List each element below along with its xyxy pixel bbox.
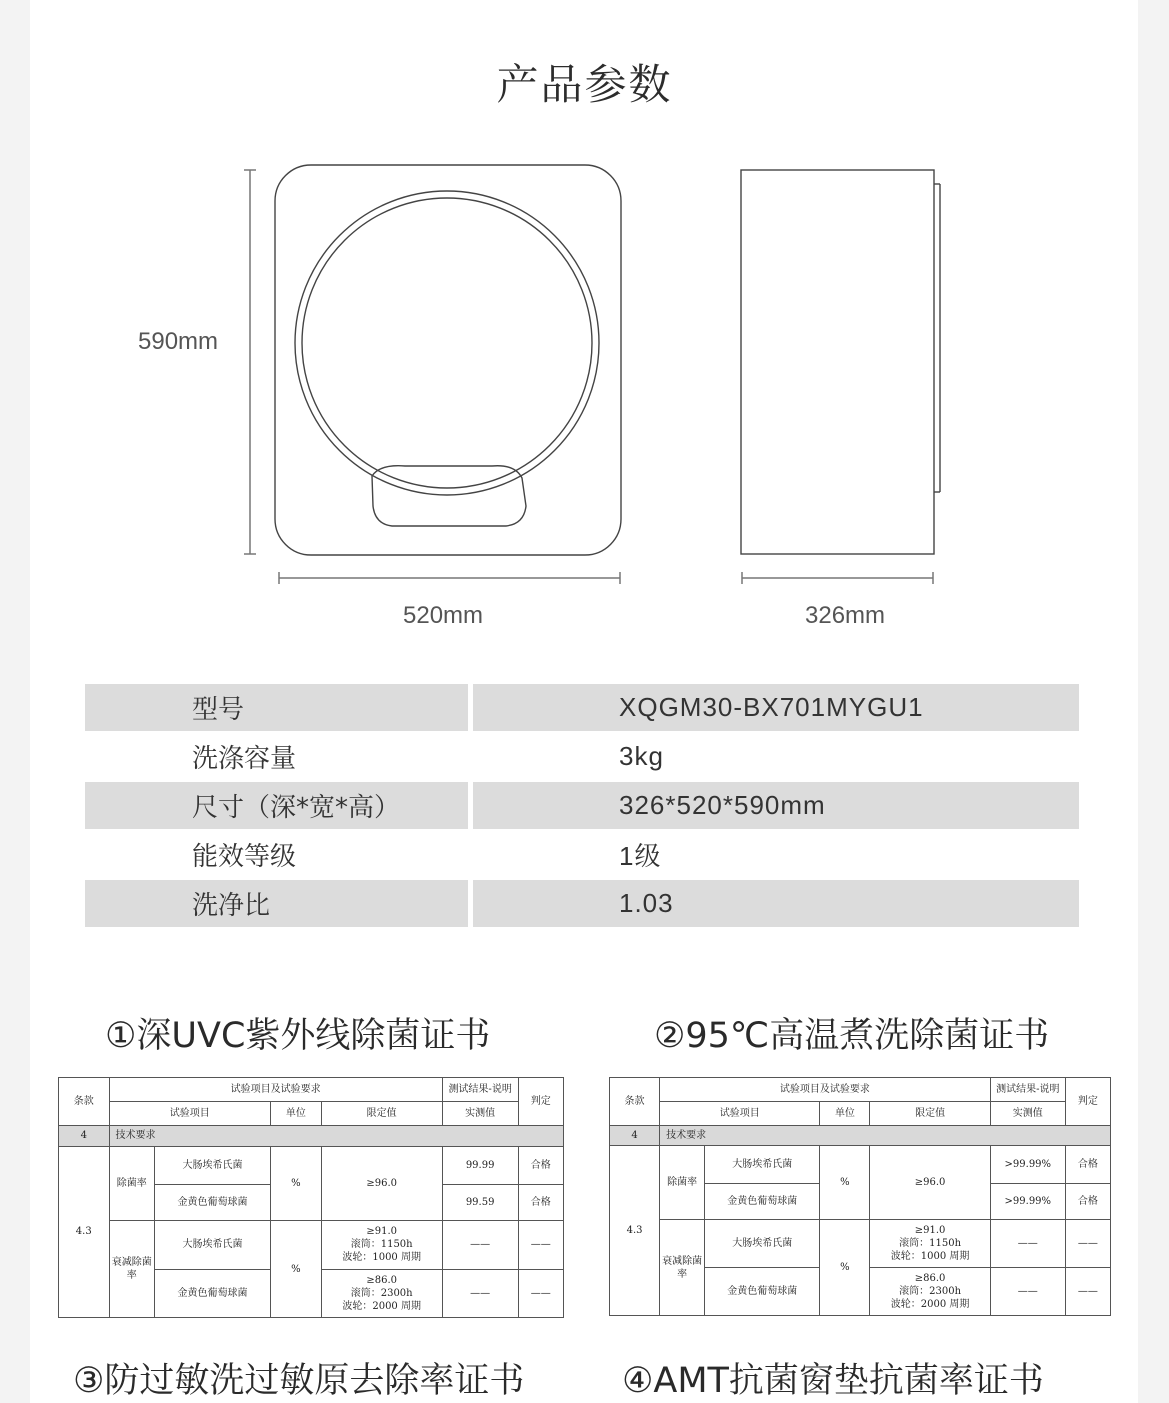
table-row xyxy=(610,1102,1111,1126)
bacteria-name: 大肠埃希氏菌 xyxy=(154,1146,270,1184)
measured-value: —— xyxy=(990,1220,1065,1268)
certificate-title: ③防过敏洗过敏原去除率证书 xyxy=(73,1361,525,1401)
spec-row-capacity xyxy=(85,733,1079,780)
judgement: —— xyxy=(1065,1220,1110,1268)
table-row xyxy=(610,1126,1111,1146)
side-view xyxy=(741,170,940,554)
header-clause: 条款 xyxy=(59,1078,110,1126)
judgement: 合格 xyxy=(518,1146,563,1184)
measured-value: 99.59 xyxy=(442,1184,518,1220)
bacteria-name: 金黄色葡萄球菌 xyxy=(154,1269,270,1317)
header-judge: 判定 xyxy=(518,1078,563,1126)
section-label: 技术要求 xyxy=(109,1126,564,1146)
bacteria-name: 金黄色葡萄球菌 xyxy=(154,1184,270,1220)
measured-value: —— xyxy=(442,1269,518,1317)
header-result: 测试结果-说明 xyxy=(990,1078,1065,1102)
section-number: 4 xyxy=(59,1126,110,1146)
unit: % xyxy=(820,1146,870,1220)
measured-value: —— xyxy=(990,1268,1065,1316)
table-cell-text: 滚筒：1150h xyxy=(899,1238,962,1249)
certificate-title: ④AMT抗菌窗垫抗菌率证书 xyxy=(622,1361,1044,1401)
height-label: 590mm xyxy=(138,328,219,355)
spec-label: 型号 xyxy=(85,684,468,731)
table-row xyxy=(610,1146,1111,1184)
judgement: —— xyxy=(518,1221,563,1269)
judgement: —— xyxy=(518,1269,563,1317)
limit-value-decay xyxy=(870,1268,990,1316)
table-cell-text: ≥91.0 xyxy=(914,1225,946,1236)
spec-row-wash-ratio xyxy=(85,880,1079,927)
group-decay-rate: 衰减除菌率 xyxy=(660,1220,705,1316)
table-cell-text: 波轮：2000 周期 xyxy=(342,1300,421,1312)
certificate-table xyxy=(609,1077,1111,1316)
bacteria-name: 金黄色葡萄球菌 xyxy=(705,1268,820,1316)
header-items: 试验项目及试验要求 xyxy=(109,1078,442,1102)
table-row xyxy=(59,1126,564,1146)
table-row xyxy=(59,1078,564,1102)
front-view xyxy=(275,165,621,555)
measured-value: >99.99% xyxy=(990,1184,1065,1220)
group-removal-rate: 除菌率 xyxy=(660,1146,705,1220)
header-unit: 单位 xyxy=(271,1102,322,1126)
spec-table xyxy=(85,684,1079,929)
table-cell-text: ≥91.0 xyxy=(366,1226,397,1238)
judgement: 合格 xyxy=(1065,1146,1110,1184)
unit: % xyxy=(271,1221,322,1318)
judgement: —— xyxy=(1065,1268,1110,1316)
limit-value: ≥96.0 xyxy=(321,1146,442,1221)
header-items: 试验项目及试验要求 xyxy=(660,1078,991,1102)
spec-label: 尺寸（深*宽*高） xyxy=(85,782,468,829)
header-measured: 实测值 xyxy=(990,1102,1065,1126)
table-cell-text: 波轮：1000 周期 xyxy=(890,1251,970,1262)
table-cell-text: 波轮：2000 周期 xyxy=(890,1299,970,1310)
header-item: 试验项目 xyxy=(109,1102,271,1126)
header-clause: 条款 xyxy=(610,1078,660,1126)
spec-value: 326*520*590mm xyxy=(473,782,1079,829)
table-cell-text: 滚筒：2300h xyxy=(899,1286,962,1297)
product-dimension-drawing xyxy=(0,0,1169,640)
section-label: 技术要求 xyxy=(660,1126,1111,1146)
section-number: 4 xyxy=(610,1126,660,1146)
spec-label: 能效等级 xyxy=(192,842,297,872)
unit: % xyxy=(271,1146,322,1221)
spec-value: 3kg xyxy=(619,741,664,771)
clause-number: 4.3 xyxy=(610,1146,660,1316)
limit-value-decay xyxy=(321,1269,442,1317)
spec-label: 洗净比 xyxy=(85,880,468,927)
bacteria-name: 大肠埃希氏菌 xyxy=(705,1146,820,1184)
bacteria-name: 大肠埃希氏菌 xyxy=(705,1220,820,1268)
table-row xyxy=(59,1146,564,1184)
height-dimension-line xyxy=(244,170,256,554)
certificate-table xyxy=(58,1077,564,1318)
header-measured: 实测值 xyxy=(442,1102,518,1126)
spec-row-model xyxy=(85,684,1079,731)
width-label: 520mm xyxy=(403,602,484,629)
table-row xyxy=(59,1221,564,1269)
header-item: 试验项目 xyxy=(660,1102,820,1126)
table-cell-text: ≥86.0 xyxy=(366,1274,397,1286)
spec-value: 1级 xyxy=(619,841,662,871)
table-cell-text: ≥86.0 xyxy=(914,1273,946,1284)
spec-value: 1.03 xyxy=(473,880,1079,927)
depth-dimension-line xyxy=(742,572,933,584)
limit-value: ≥96.0 xyxy=(870,1146,990,1220)
table-row xyxy=(610,1220,1111,1268)
judgement: 合格 xyxy=(1065,1184,1110,1220)
table-cell-text: 滚筒：2300h xyxy=(350,1287,413,1299)
limit-value-decay xyxy=(321,1221,442,1269)
limit-value-decay xyxy=(870,1220,990,1268)
bacteria-name: 金黄色葡萄球菌 xyxy=(705,1184,820,1220)
unit: % xyxy=(820,1220,870,1316)
group-removal-rate: 除菌率 xyxy=(109,1146,154,1221)
certificate-title: ①深UVC紫外线除菌证书 xyxy=(105,1016,491,1056)
bacteria-name: 大肠埃希氏菌 xyxy=(154,1221,270,1269)
measured-value: 99.99 xyxy=(442,1146,518,1184)
certificate-title: ②95℃高温煮洗除菌证书 xyxy=(654,1016,1050,1056)
header-result: 测试结果-说明 xyxy=(442,1078,518,1102)
spec-label: 洗涤容量 xyxy=(192,744,297,774)
page-title: 产品参数 xyxy=(496,60,673,109)
measured-value: >99.99% xyxy=(990,1146,1065,1184)
spec-value: XQGM30-BX701MYGU1 xyxy=(473,684,1079,731)
measured-value: —— xyxy=(442,1221,518,1269)
table-row xyxy=(610,1078,1111,1102)
spec-row-energy xyxy=(85,831,1079,878)
header-limit: 限定值 xyxy=(870,1102,990,1126)
judgement: 合格 xyxy=(518,1184,563,1220)
header-limit: 限定值 xyxy=(321,1102,442,1126)
table-cell-text: 波轮：1000 周期 xyxy=(342,1252,421,1264)
table-row xyxy=(59,1102,564,1126)
table-cell-text: 滚筒：1150h xyxy=(350,1239,413,1251)
depth-label: 326mm xyxy=(805,602,886,629)
clause-number: 4.3 xyxy=(59,1146,110,1317)
header-judge: 判定 xyxy=(1065,1078,1110,1126)
group-decay-rate: 衰减除菌率 xyxy=(109,1221,154,1318)
width-dimension-line xyxy=(279,572,620,584)
header-unit: 单位 xyxy=(820,1102,870,1126)
spec-row-size xyxy=(85,782,1079,829)
